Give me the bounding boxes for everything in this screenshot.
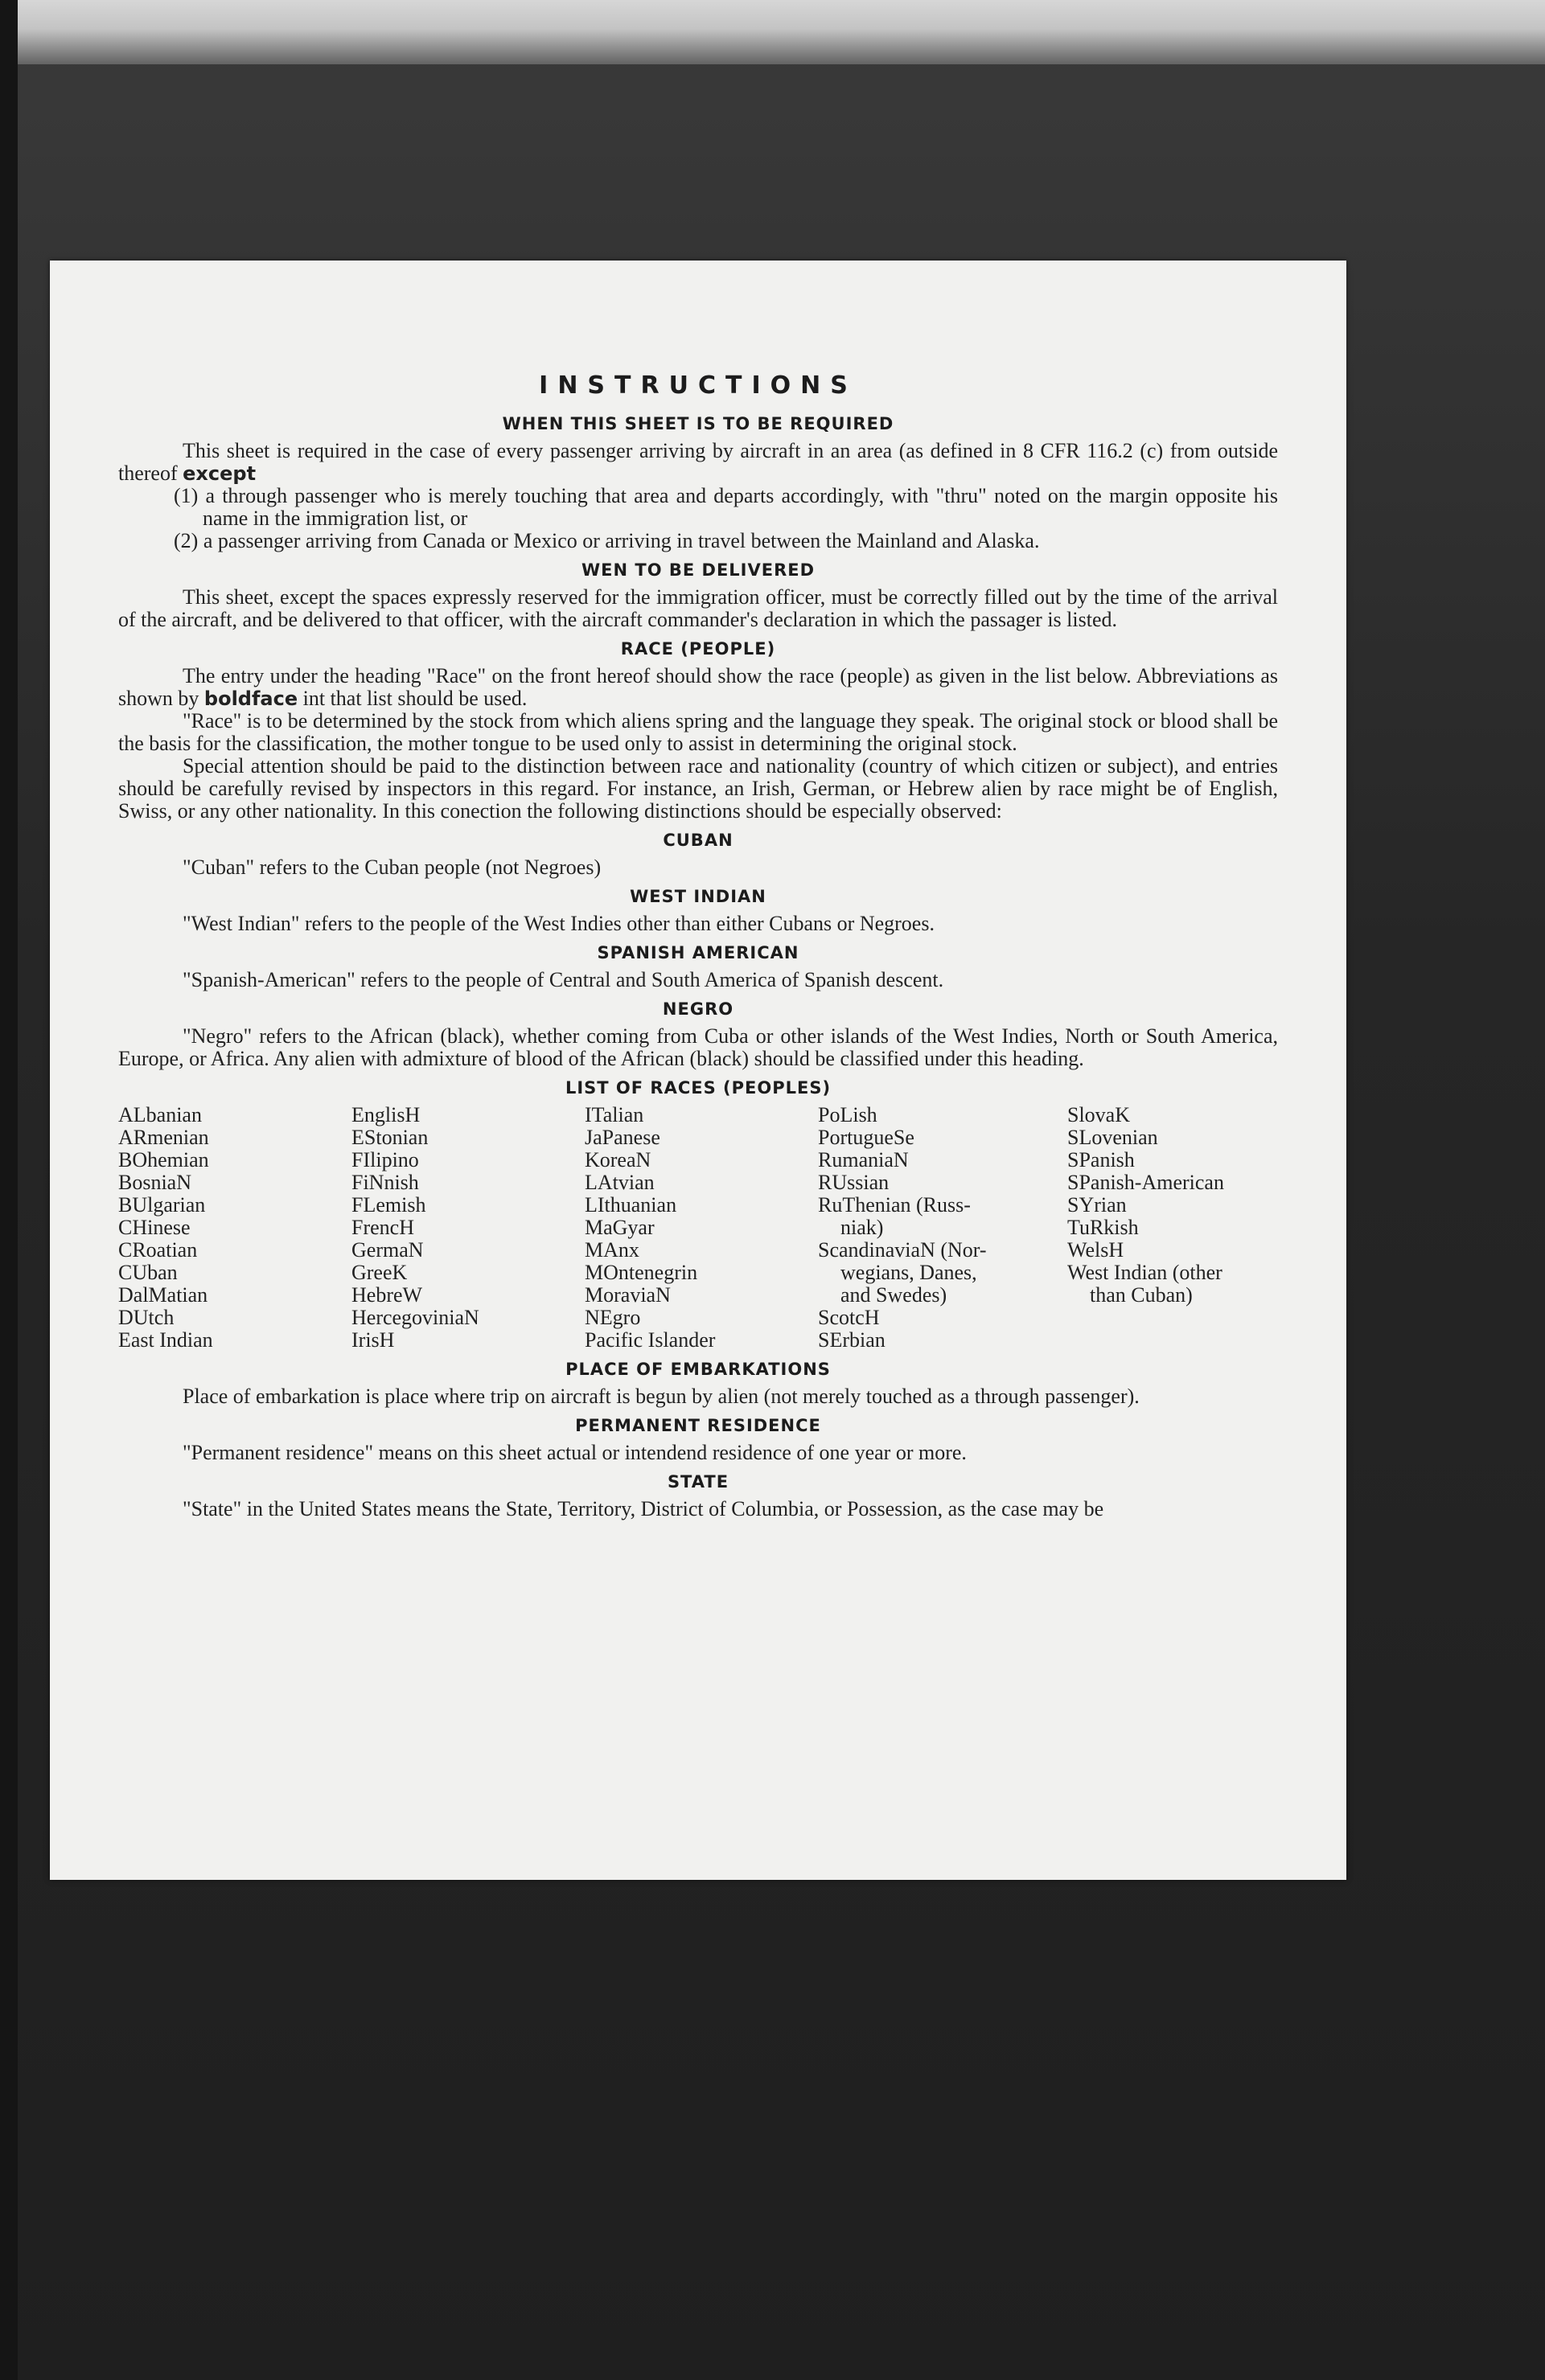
race-item: HebreW: [351, 1283, 423, 1307]
races-table: [118, 1104, 1278, 1352]
race-column-1: [118, 1104, 351, 1352]
scan-left-edge: [0, 0, 18, 2380]
heading-spanish-american: SPANISH AMERICAN: [597, 943, 799, 962]
race-item: Pacific Islander: [585, 1328, 716, 1352]
heading-delivered: WEN TO BE DELIVERED: [581, 560, 816, 580]
race-item: CHinese: [118, 1216, 191, 1239]
race-item: KoreaN: [585, 1148, 651, 1172]
race-item: ALbanian: [118, 1103, 202, 1126]
required-item-2: (2) a passenger arriving from Canada or Mexico or arriving in travel between the Mainland and Alaska.: [174, 529, 1040, 552]
embarkation-text: Place of embarkation is place where trip on aircraft is begun by alien (not merely touched as a through passenger).: [183, 1385, 1140, 1408]
race-item: MOntenegrin: [585, 1261, 698, 1284]
heading-west-indian: WEST INDIAN: [630, 887, 766, 906]
race-item: SPanish-American: [1067, 1171, 1224, 1194]
scan-top-strip: [0, 0, 1545, 64]
except-bold: except: [183, 462, 257, 485]
race-item: FiNnish: [351, 1171, 419, 1194]
race-item: RumaniaN: [818, 1148, 909, 1172]
race-item: DUtch: [118, 1306, 175, 1329]
race-paragraph-2: "Race" is to be determined by the stock from which aliens spring and the language they speak. The original stock or blood shall be the basis for the classification, the mother tongue to be used only to assist in determining the original stock.: [118, 709, 1278, 755]
state-text: "State" in the United States means the State, Territory, District of Columbia, or Possession, as the case may be: [183, 1497, 1104, 1520]
heading-permanent-residence: PERMANENT RESIDENCE: [575, 1416, 821, 1435]
heading-race: RACE (PEOPLE): [620, 639, 776, 659]
race-item: FIlipino: [351, 1148, 419, 1172]
race-item-continuation: than Cuban): [1090, 1283, 1193, 1307]
race-column-4: [818, 1104, 1067, 1352]
race-item: ScotcH: [818, 1306, 880, 1329]
race-item: FrencH: [351, 1216, 414, 1239]
race-item: IrisH: [351, 1328, 395, 1352]
race-item: SPanish: [1067, 1148, 1135, 1172]
race-item: MoraviaN: [585, 1283, 671, 1307]
race-column-5: [1067, 1104, 1276, 1352]
heading-embarkation: PLACE OF EMBARKATIONS: [565, 1360, 831, 1379]
race-item: ITalian: [585, 1103, 644, 1126]
heading-required: WHEN THIS SHEET IS TO BE REQUIRED: [502, 414, 894, 433]
residence-text: "Permanent residence" means on this sheet actual or intendend residence of one year or more.: [183, 1441, 967, 1464]
race-item: HercegoviniaN: [351, 1306, 479, 1329]
required-intro: This sheet is required in the case of every passenger arriving by aircraft in an area (as defined in 8 CFR 116.2 (c) from outside thereof except: [118, 439, 1278, 485]
race-item-continuation: and Swedes): [840, 1283, 947, 1307]
instruction-sheet: [50, 261, 1346, 1880]
page-title: INSTRUCTIONS: [539, 371, 857, 400]
cuban-text: "Cuban" refers to the Cuban people (not Negroes): [183, 856, 602, 879]
race-item-continuation: niak): [840, 1216, 884, 1239]
race-item: RUssian: [818, 1171, 890, 1194]
race-item: ScandinaviaN (Nor-: [818, 1238, 987, 1262]
race-item: NEgro: [585, 1306, 641, 1329]
heading-state: STATE: [667, 1472, 729, 1492]
race-item: RuThenian (Russ-: [818, 1193, 971, 1217]
race-item: GreeK: [351, 1261, 408, 1284]
heading-negro: NEGRO: [662, 999, 734, 1019]
spanish-american-text: "Spanish-American" refers to the people of Central and South America of Spanish descent.: [183, 968, 944, 991]
race-item: LAtvian: [585, 1171, 655, 1194]
race-item: EnglisH: [351, 1103, 421, 1126]
race-item: TuRkish: [1067, 1216, 1139, 1239]
race-item: SlovaK: [1067, 1103, 1130, 1126]
race-item: DalMatian: [118, 1283, 208, 1307]
required-item-1: (1) a through passenger who is merely touching that area and departs accordingly, with "thru" noted on the margin opposite his name in the immigration list, or: [174, 484, 1278, 530]
delivered-text: This sheet, except the spaces expressly reserved for the immigration officer, must be correctly filled out by the time of the arrival of the aircraft, and be delivered to that officer, with the aircraft commander's declaration in which the passager is listed.: [118, 585, 1278, 631]
race-item: BOhemian: [118, 1148, 209, 1172]
race-item: East Indian: [118, 1328, 213, 1352]
negro-text: "Negro" refers to the African (black), whether coming from Cuba or other islands of the West Indies, North or South America, Europe, or Africa. Any alien with admixture of blood of the African (black) should be classified under this heading.: [118, 1024, 1278, 1070]
race-item: SLovenian: [1067, 1126, 1158, 1149]
race-item: BUlgarian: [118, 1193, 206, 1217]
race-item: CUban: [118, 1261, 178, 1284]
race-item: MAnx: [585, 1238, 639, 1262]
race-column-3: [585, 1104, 818, 1352]
race-paragraph-1: The entry under the heading "Race" on the front hereof should show the race (people) as given in the list below. Abbreviations as shown by boldface int that list should be used.: [118, 664, 1278, 710]
race-item: PortugueSe: [818, 1126, 914, 1149]
west-indian-text: "West Indian" refers to the people of the West Indies other than either Cubans or Negroes.: [183, 912, 935, 935]
race-item: SErbian: [818, 1328, 885, 1352]
race-item: GermaN: [351, 1238, 424, 1262]
heading-cuban: CUBAN: [663, 831, 733, 850]
race-column-2: [351, 1104, 585, 1352]
race-item-continuation: wegians, Danes,: [840, 1261, 977, 1284]
heading-list-of-races: LIST OF RACES (PEOPLES): [565, 1078, 832, 1098]
race-item: SYrian: [1067, 1193, 1127, 1217]
race-item: EStonian: [351, 1126, 429, 1149]
race-item: WelsH: [1067, 1238, 1124, 1262]
race-item: MaGyar: [585, 1216, 655, 1239]
race-item: PoLish: [818, 1103, 877, 1126]
race-item: West Indian (other: [1067, 1261, 1222, 1284]
race-item: FLemish: [351, 1193, 426, 1217]
race-item: ARmenian: [118, 1126, 209, 1149]
race-item: LIthuanian: [585, 1193, 677, 1217]
boldface-word: boldface: [203, 687, 298, 710]
race-item: JaPanese: [585, 1126, 660, 1149]
race-item: BosniaN: [118, 1171, 191, 1194]
race-paragraph-3: Special attention should be paid to the distinction between race and nationality (country of which citizen or subject), and entries should be carefully revised by inspectors in this regard. For instance, an Irish, German, or Hebrew alien by race might be of English, Swiss, or any other nationality. In this conection the following distinctions should be especially observed:: [118, 754, 1278, 823]
race-item: CRoatian: [118, 1238, 198, 1262]
